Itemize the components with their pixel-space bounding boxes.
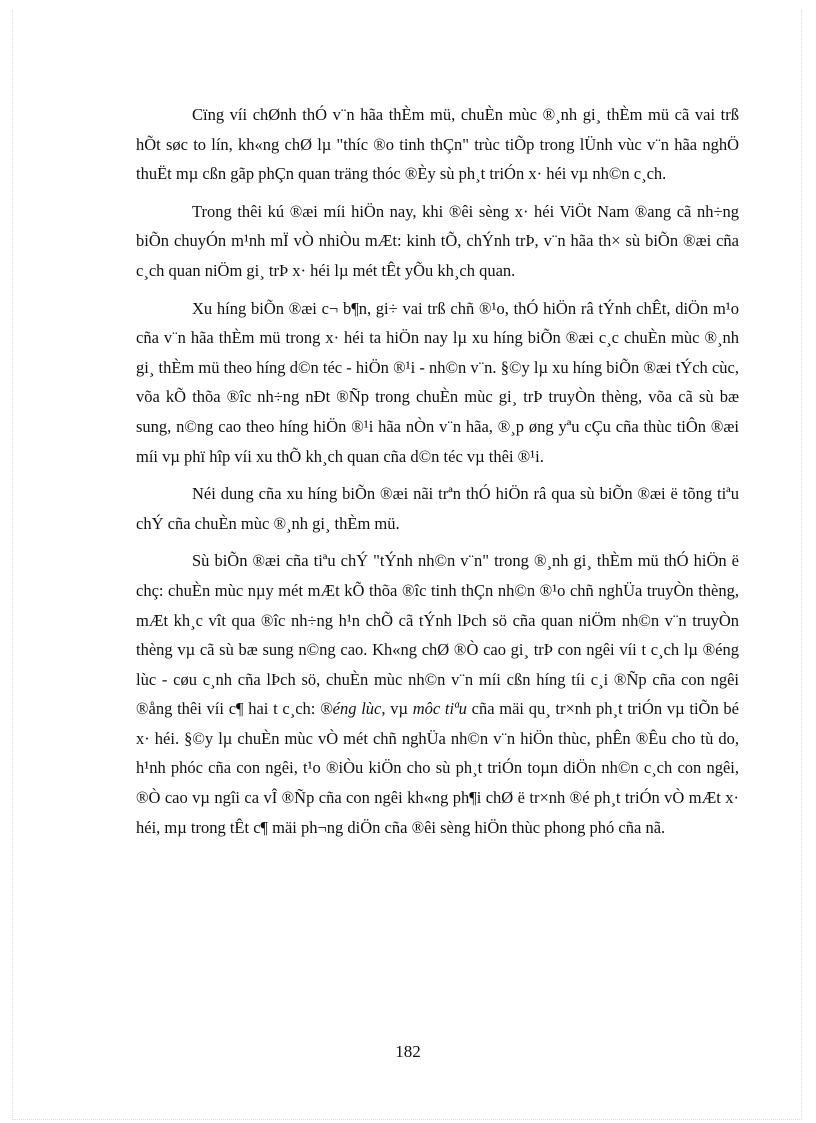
paragraph-5-part-1: Sù biÕn ®æi cña tiªu chÝ "tÝnh nh©n v¨n" trong ®¸nh gi¸ thÈm mü thÓ hiÖn ë chç: chuÈn mùc nµy mét mÆt kÕ thõa ®îc tinh thÇn nh©n ®¹o chñ nghÜa truyÒn thèng, mÆt kh¸c vît qua ®îc nh÷ng h¹n chÕ cã tÝnh lÞch sö cña quan niÖm nh©n v¨n truyÒn thèng vµ cã sù bæ sung n©ng cao. Kh«ng chØ ®Ò cao gi¸ trÞ con ngêi víi t c¸ch lµ ®éng lùc - cøu c¸nh cña lÞch sö, chuÈn mùc nh©n v¨n míi cßn híng tíi c¸i ®Ñp cña con ngêi ®ång thêi víi c¶ hai t c¸ch: — [136, 551, 739, 719]
page-number: 182 — [395, 1042, 421, 1061]
document-body — [136, 100, 739, 850]
paragraph-2: Trong thêi kú ®æi míi hiÖn nay, khi ®êi sèng x· héi ViÖt Nam ®ang cã nh÷ng biÕn chuyÓn m¹nh mÏ vÒ nhiÒu mÆt: kinh tÕ, chÝnh trÞ, v¨n hãa th× sù biÕn ®æi cña c¸ch quan niÖm gi¸ trÞ x· héi lµ mét tÊt yÕu kh¸ch quan. — [136, 201, 739, 280]
paragraph-3: Xu híng biÕn ®æi c¬ b¶n, gi÷ vai trß chñ ®¹o, thÓ hiÖn râ tÝnh chÊt, diÖn m¹o cña v¨n hãa thÈm mü trong x· héi ta hiÖn nay lµ xu híng biÕn ®æi c¸c chuÈn mùc ®¸nh gi¸ thÈm mü theo híng d©n téc - hiÖn ®¹i - nh©n v¨n. §©y lµ xu híng biÕn ®æi tÝch cùc, võa kÕ thõa ®îc nh÷ng nÐt ®Ñp trong chuÈn mùc gi¸ trÞ truyÒn thèng, võa cã sù bæ sung, n©ng cao theo híng hiÖn ®¹i hãa nÒn v¨n hãa, ®¸p øng yªu cÇu cña thùc tiÔn ®æi míi vµ phï hîp víi xu thÕ kh¸ch quan cña d©n téc vµ thêi ®¹i. — [136, 298, 739, 466]
paragraph-1: Cïng víi chØnh thÓ v¨n hãa thÈm mü, chuÈn mùc ®¸nh gi¸ thÈm mü cã vai trß hÕt søc to lín, kh«ng chØ lµ "thíc ®o tinh thÇn" trùc tiÕp trong lÜnh vùc v¨n hãa nghÖ thuËt mµ cßn gãp phÇn quan träng thóc ®Èy sù ph¸t triÓn x· héi vµ nh©n c¸ch. — [136, 105, 739, 184]
paragraph-5 — [136, 546, 739, 842]
emphasis-muc-tieu: môc tiªu — [412, 699, 467, 719]
paragraph-5-part-3: cña mäi qu¸ tr×nh ph¸t triÓn vµ tiÕn bé x· héi. §©y lµ chuÈn mùc vÒ mét chñ nghÜa nh©n v¨n hiÖn thùc, phÊn ®Êu cho tù do, h¹nh phóc cña con ngêi, t¹o ®iÒu kiÖn cho sù ph¸t triÓn toµn diÖn nh©n c¸ch con ngêi, ®Ò cao vµ ngîi ca vÎ ®Ñp cña con ngêi kh«ng ph¶i chØ ë tr×nh ®é ph¸t triÓn vÒ mÆt x· héi, mµ trong tÊt c¶ mäi ph¬ng diÖn cña ®êi sèng hiÖn thùc phong phó cña nã. — [136, 699, 739, 837]
paragraph-5-part-2: , vµ — [381, 699, 413, 719]
paragraph-4: Néi dung cña xu híng biÕn ®æi nãi trªn thÓ hiÖn râ qua sù biÕn ®æi ë tõng tiªu chÝ cña chuÈn mùc ®¸nh gi¸ thÈm mü. — [136, 484, 739, 533]
emphasis-dong-luc: ®éng lùc — [320, 699, 382, 719]
